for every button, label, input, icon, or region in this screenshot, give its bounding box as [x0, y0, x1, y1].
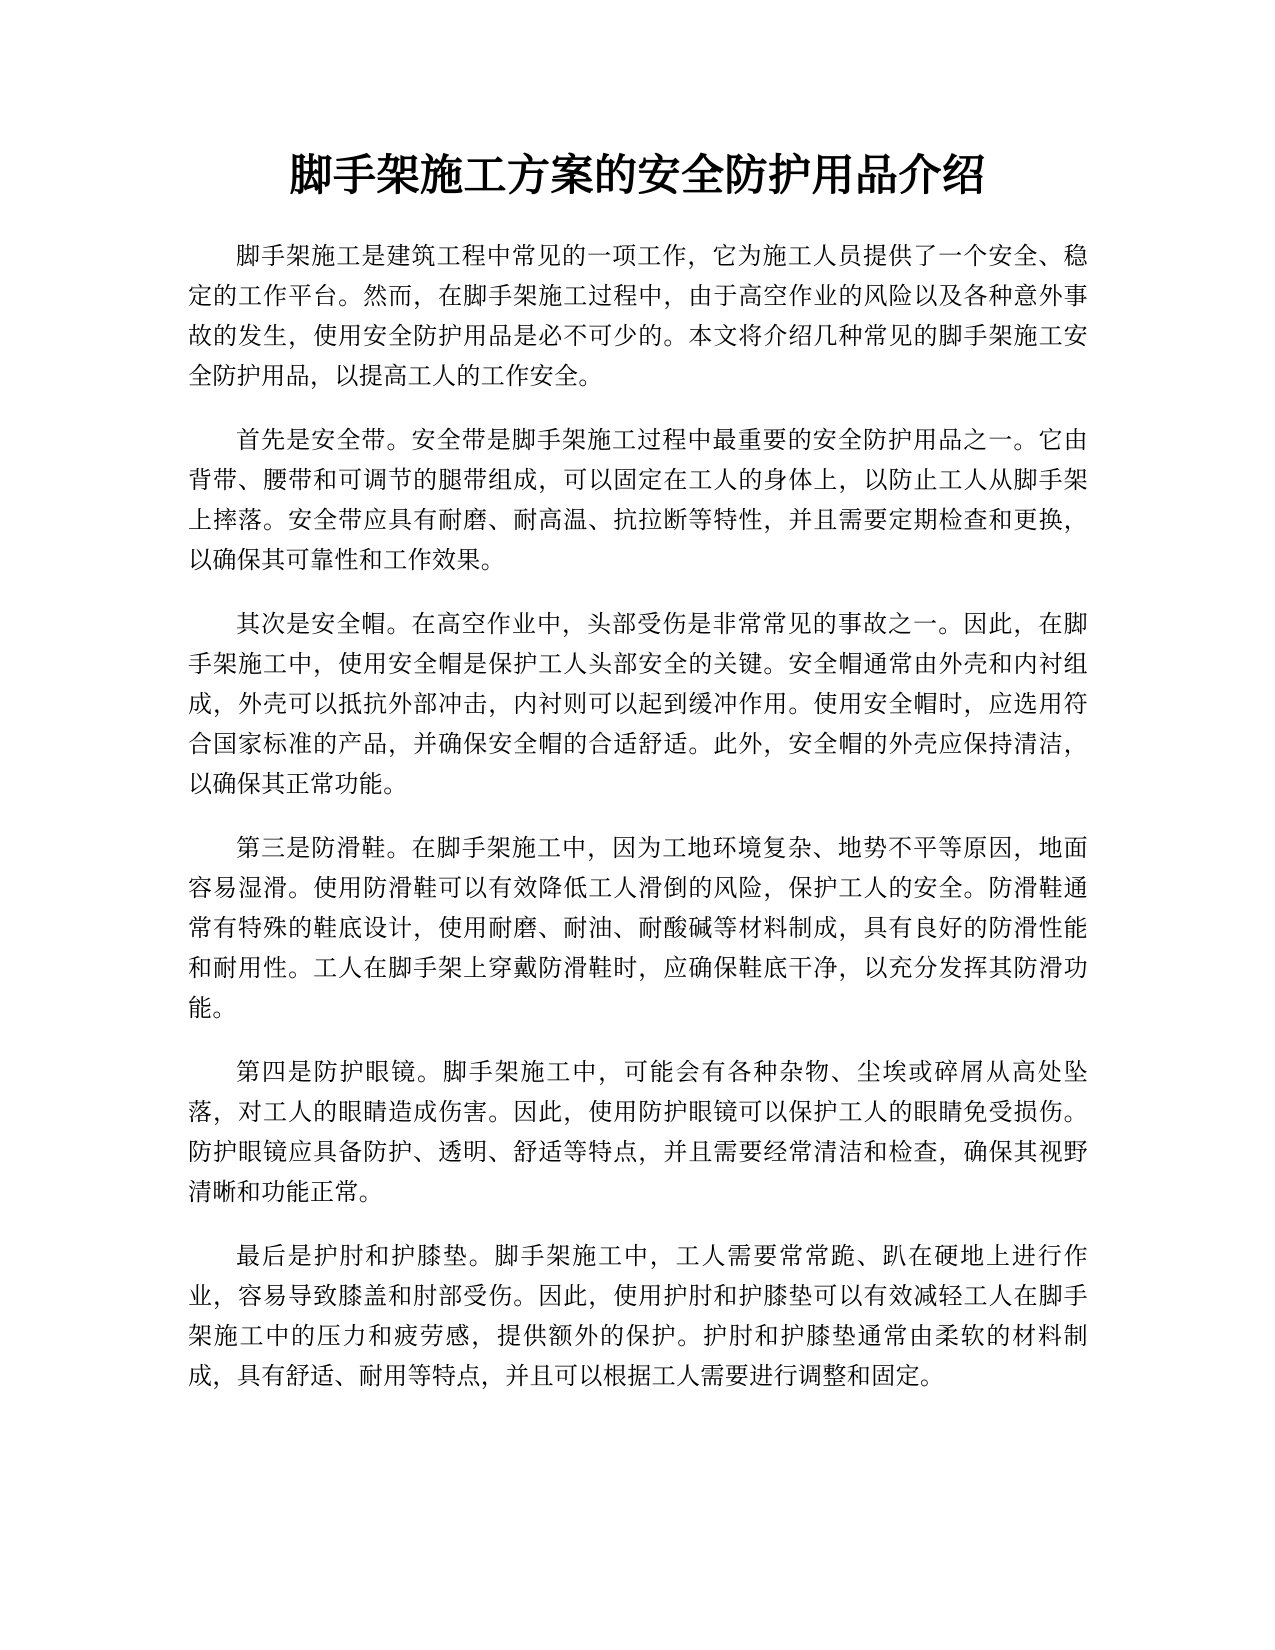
paragraph-safety-goggles: 第四是防护眼镜。脚手架施工中，可能会有各种杂物、尘埃或碎屑从高处坠落，对工人的眼睛造成伤害。因此，使用防护眼镜可以保护工人的眼睛免受损伤。防护眼镜应具备防护、透明、舒适等特点，并且需要经常清洁和检查，确保其视野清晰和功能正常。 — [188, 1058, 1088, 1206]
document-body — [188, 236, 1088, 1420]
paragraph-safety-helmet: 其次是安全帽。在高空作业中，头部受伤是非常常见的事故之一。因此，在脚手架施工中，使用安全帽是保护工人头部安全的关键。安全帽通常由外壳和内衬组成，外壳可以抵抗外部冲击，内衬则可以起到缓冲作用。使用安全帽时，应选用符合国家标准的产品，并确保安全帽的合适舒适。此外，安全帽的外壳应保持清洁，以确保其正常功能。 — [188, 610, 1088, 798]
document-title: 脚手架施工方案的安全防护用品介绍 — [289, 151, 986, 201]
paragraph-intro: 脚手架施工是建筑工程中常见的一项工作，它为施工人员提供了一个安全、稳定的工作平台。然而，在脚手架施工过程中，由于高空作业的风险以及各种意外事故的发生，使用安全防护用品是必不可少的。本文将介绍几种常见的脚手架施工安全防护用品，以提高工人的工作安全。 — [188, 242, 1088, 390]
paragraph-non-slip-shoes: 第三是防滑鞋。在脚手架施工中，因为工地环境复杂、地势不平等原因，地面容易湿滑。使用防滑鞋可以有效降低工人滑倒的风险，保护工人的安全。防滑鞋通常有特殊的鞋底设计，使用耐磨、耐油、耐酸碱等材料制成，具有良好的防滑性能和耐用性。工人在脚手架上穿戴防滑鞋时，应确保鞋底干净，以充分发挥其防滑功能。 — [188, 834, 1088, 1022]
paragraph-safety-belt: 首先是安全带。安全带是脚手架施工过程中最重要的安全防护用品之一。它由背带、腰带和可调节的腿带组成，可以固定在工人的身体上，以防止工人从脚手架上摔落。安全带应具有耐磨、耐高温、抗拉断等特性，并且需要定期检查和更换，以确保其可靠性和工作效果。 — [188, 426, 1088, 574]
paragraph-elbow-knee-pads: 最后是护肘和护膝垫。脚手架施工中，工人需要常常跪、趴在硬地上进行作业，容易导致膝盖和肘部受伤。因此，使用护肘和护膝垫可以有效减轻工人在脚手架施工中的压力和疲劳感，提供额外的保护。护肘和护膝垫通常由柔软的材料制成，具有舒适、耐用等特点，并且可以根据工人需要进行调整和固定。 — [188, 1242, 1088, 1390]
